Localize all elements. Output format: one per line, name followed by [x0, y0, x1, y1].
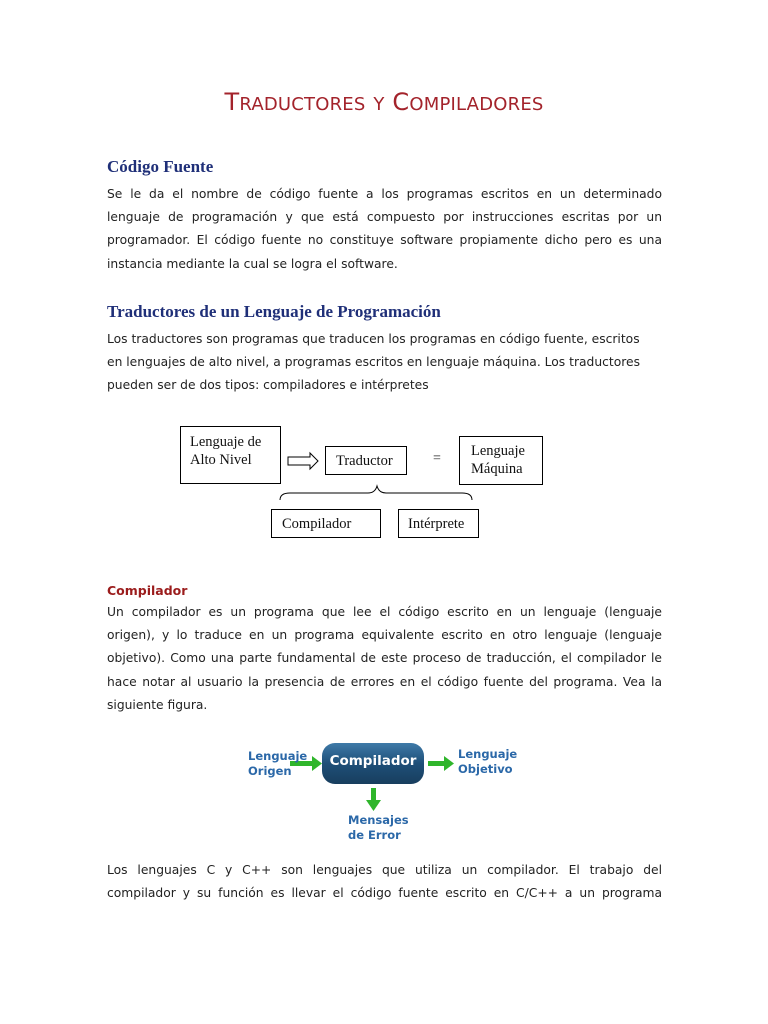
box-lenguaje-alto-nivel: Lenguaje de Alto Nivel — [180, 426, 281, 484]
arrow-right-icon — [428, 756, 454, 771]
box-lenguaje-maquina: Lenguaje Máquina — [459, 436, 543, 485]
label-mensajes-de-error: Mensajes de Error — [348, 813, 409, 842]
label-compilador: Compilador — [329, 753, 417, 769]
paragraph-lenguajes-c: Los lenguajes C y C++ son lenguajes que utiliza un compilador. El trabajo del compilador y su función es llevar el código fuente escrito en C/C++ a un programa — [107, 863, 662, 901]
label-lenguaje-objetivo: Lenguaje Objetivo — [458, 747, 518, 776]
label-lenguaje-origen: Lenguaje Origen — [248, 749, 308, 778]
box-traductor: Traductor — [325, 446, 407, 475]
box-interprete: Intérprete — [398, 509, 479, 538]
equals-sign: = — [433, 451, 441, 466]
box-compilador: Compilador — [271, 509, 381, 538]
arrow-down-icon — [366, 788, 381, 811]
section-heading-traductores: Traductores de un Lenguaje de Programación — [107, 302, 441, 321]
paragraph-codigo-fuente: Se le da el nombre de código fuente a los programas escritos en un determinado lenguaje de programación y que está compuesto por instrucciones escritas por un programador. El código fuente no constituye software propiamente dicho pero es una instancia mediante la cual se logra el software. — [107, 187, 662, 271]
paragraph-traductores: Los traductores son programas que traducen los programas en código fuente, escritos en lenguajes de alto nivel, a programas escritos en lenguaje máquina. Los traductores pueden ser de dos tipos: compiladores e intérpretes — [107, 332, 640, 393]
paragraph-compilador: Un compilador es un programa que lee el código escrito en un lenguaje (lenguaje origen), y lo traduce en un programa equivalente escrito en otro lenguaje (lenguaje objetivo). Como una parte fundamental de este proceso de traducción, el compilador le hace notar al usuario la presencia de errores en el código fuente del programa. Vea la siguiente figura. — [107, 605, 662, 712]
page-title: TRADUCTORES Y COMPILADORES — [224, 88, 544, 116]
section-heading-compilador: Compilador — [107, 583, 188, 598]
section-heading-codigo-fuente: Código Fuente — [107, 157, 214, 176]
